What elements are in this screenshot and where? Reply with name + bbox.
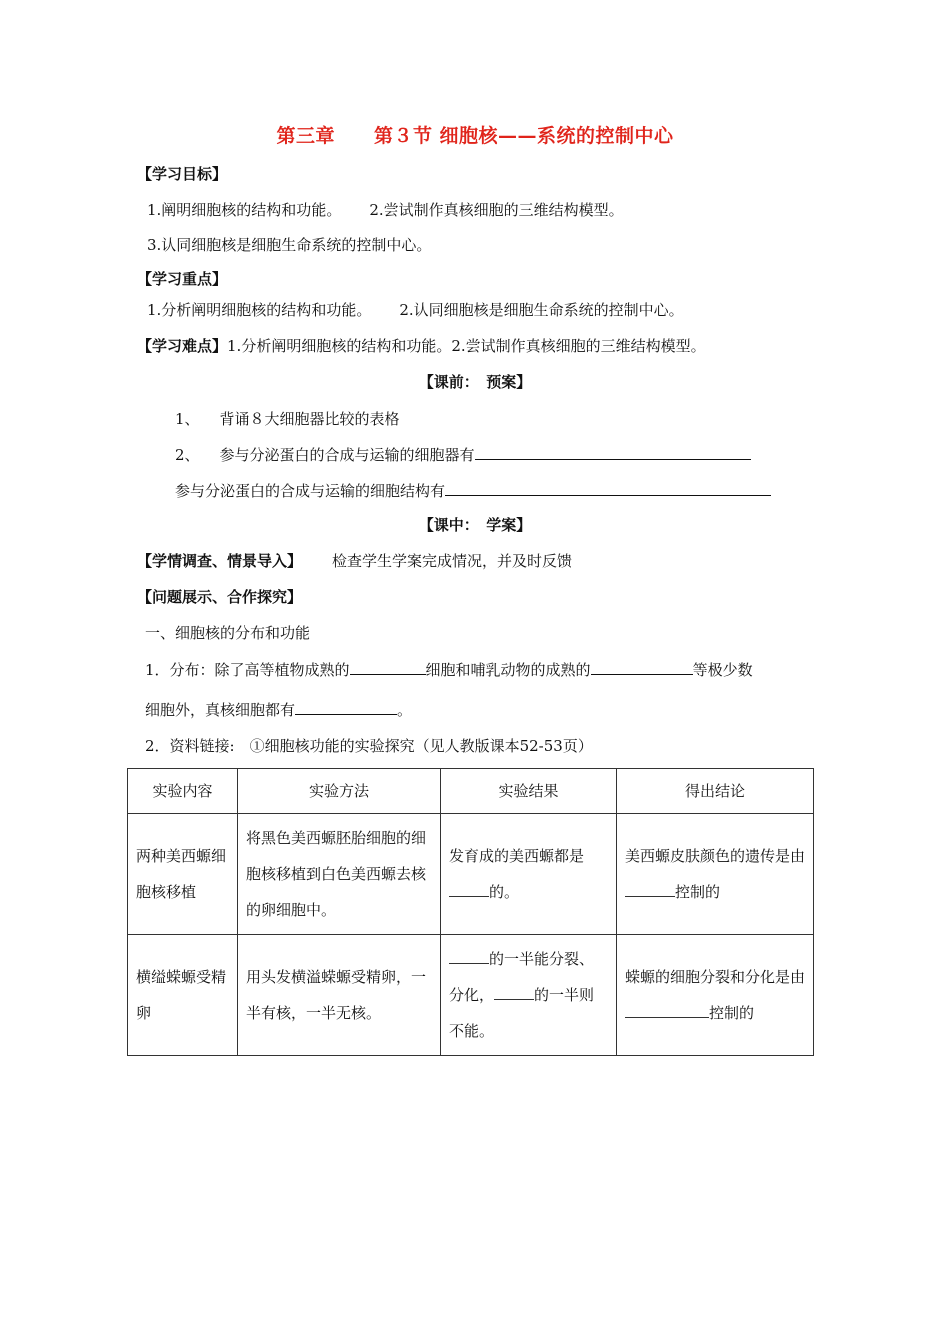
distribution-line-2 <box>145 700 412 720</box>
objective-3: 3.认同细胞核是细胞生命系统的控制中心。 <box>147 236 432 254</box>
row-1-result-text-b: 的。 <box>489 883 520 901</box>
structures-blank[interactable] <box>445 481 771 496</box>
section-1-heading: 一、细胞核的分布和功能 <box>145 624 311 642</box>
difficulties-heading: 【学习难点】 <box>137 337 228 355</box>
row-2-content: 横缢蝾螈受精卵 <box>128 935 238 1056</box>
row-1-result-text-a: 发育成的美西螈都是 <box>449 847 585 865</box>
explore-heading: 【问题展示、合作探究】 <box>137 588 303 606</box>
row-2-conclusion-text-b: 控制的 <box>709 1004 755 1022</box>
pre-class-item-3 <box>175 481 771 501</box>
row-2-conclusion <box>617 935 814 1056</box>
pre-class-heading: 【课前： 预案】 <box>418 373 532 391</box>
row-1-result <box>441 814 617 935</box>
key-points-heading: 【学习重点】 <box>137 270 228 288</box>
in-class-heading: 【课中： 学案】 <box>418 516 532 534</box>
survey-label: 【学情调查、情景导入】 <box>137 552 303 570</box>
row-1-content: 两种美西螈细胞核移植 <box>128 814 238 935</box>
mammal-cell-blank[interactable] <box>591 660 693 675</box>
header-result: 实验结果 <box>441 769 617 814</box>
key-point-1: 1.分析阐明细胞核的结构和功能。 <box>147 301 372 319</box>
table-header-row <box>128 769 814 814</box>
item-3-text: 参与分泌蛋白的合成与运输的细胞结构有 <box>175 482 446 500</box>
header-conclusion: 得出结论 <box>617 769 814 814</box>
nucleus-blank[interactable] <box>295 700 397 715</box>
header-content: 实验内容 <box>128 769 238 814</box>
table-row <box>128 935 814 1056</box>
distribution-text-b: 细胞和哺乳动物的成熟的 <box>425 661 591 679</box>
pre-class-item-1 <box>175 409 400 429</box>
row-2-result-blank-1[interactable] <box>449 947 489 964</box>
item-2-number: 2、 <box>175 446 200 464</box>
survey-line <box>137 551 572 571</box>
row-2-result-blank-2[interactable] <box>494 983 534 1000</box>
row-2-conclusion-text-a: 蝾螈的细胞分裂和分化是由 <box>625 968 806 986</box>
distribution-text-d: 细胞外，真核细胞都有 <box>145 701 296 719</box>
row-2-result <box>441 935 617 1056</box>
row-2-conclusion-blank[interactable] <box>625 1001 709 1018</box>
distribution-text-a: 1．分布：除了高等植物成熟的 <box>145 661 350 679</box>
header-method: 实验方法 <box>238 769 441 814</box>
distribution-line-1 <box>145 660 753 680</box>
objectives-heading: 【学习目标】 <box>137 165 228 183</box>
item-2-text: 参与分泌蛋白的合成与运输的细胞器有 <box>219 446 475 464</box>
item-1-number: 1、 <box>175 410 200 428</box>
page-title: 第三章 第３节 细胞核——系统的控制中心 <box>276 125 674 147</box>
plant-cell-blank[interactable] <box>350 660 426 675</box>
material-link: 2．资料链接: ①细胞核功能的实验探究（见人教版课本52-53页） <box>145 737 593 755</box>
row-1-result-blank[interactable] <box>449 880 489 897</box>
difficulties-line <box>137 336 706 356</box>
objective-1: 1.阐明细胞核的结构和功能。 <box>147 201 342 219</box>
objective-2: 2.尝试制作真核细胞的三维结构模型。 <box>369 201 624 219</box>
pre-class-item-2 <box>175 445 751 465</box>
key-point-2: 2.认同细胞核是细胞生命系统的控制中心。 <box>399 301 684 319</box>
row-1-conclusion-text-b: 控制的 <box>675 883 721 901</box>
row-1-conclusion-text-a: 美西螈皮肤颜色的遗传是由 <box>625 847 806 865</box>
organelles-blank[interactable] <box>475 445 751 460</box>
key-points-line <box>147 300 684 320</box>
difficulties-text: 1.分析阐明细胞核的结构和功能。2.尝试制作真核细胞的三维结构模型。 <box>227 337 706 355</box>
survey-text: 检查学生学案完成情况，并及时反馈 <box>332 552 573 570</box>
row-2-result-text-b: 的一半则不能。 <box>449 986 595 1040</box>
objectives-line-1 <box>147 200 624 220</box>
row-1-conclusion <box>617 814 814 935</box>
experiment-table <box>127 768 814 1056</box>
distribution-text-e: 。 <box>397 701 413 719</box>
row-2-method: 用头发横溢蝾螈受精卵，一半有核，一半无核。 <box>238 935 441 1056</box>
table-row <box>128 814 814 935</box>
item-1-text: 背诵８大细胞器比较的表格 <box>219 410 400 428</box>
row-1-conclusion-blank[interactable] <box>625 880 675 897</box>
row-2-result-text-a: 的一半能分裂、分化， <box>449 950 595 1004</box>
row-1-method: 将黑色美西螈胚胎细胞的细胞核移植到白色美西螈去核的卵细胞中。 <box>238 814 441 935</box>
distribution-text-c: 等极少数 <box>692 661 753 679</box>
